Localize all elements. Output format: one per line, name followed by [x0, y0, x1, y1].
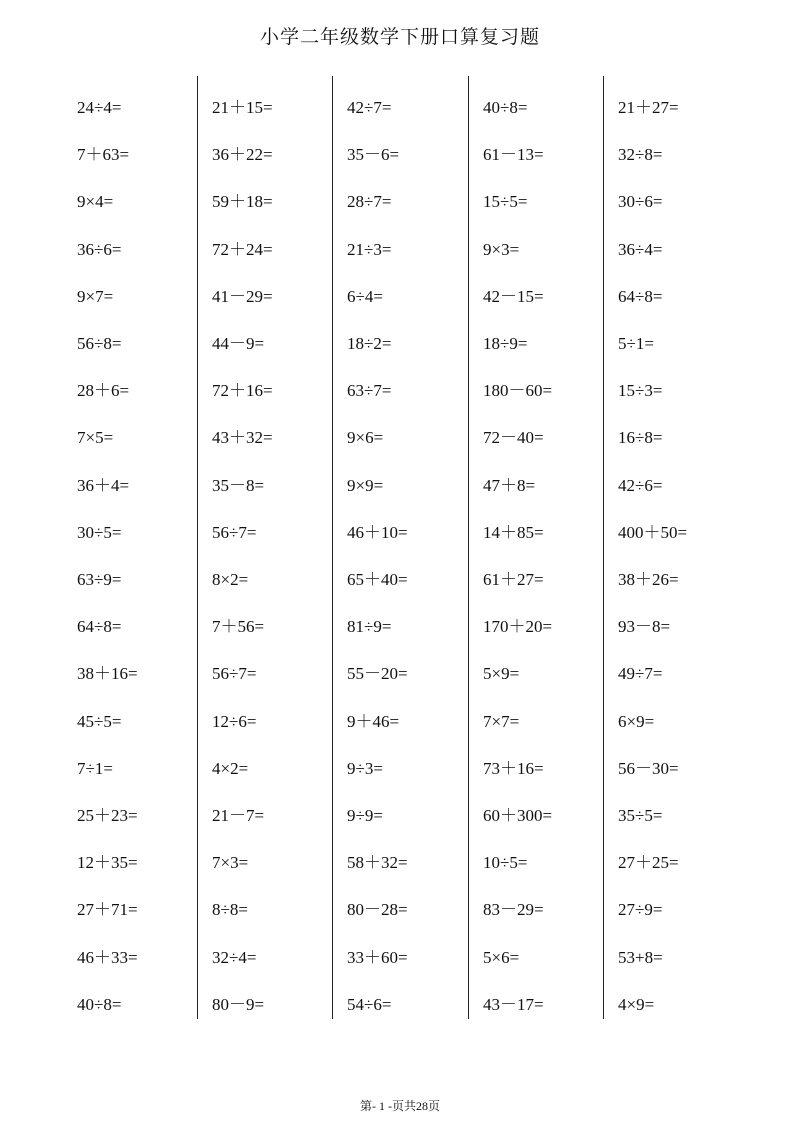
exercise-item: 41－29= [212, 286, 273, 306]
exercise-item: 30÷6= [618, 192, 663, 212]
exercise-item: 21－7= [212, 806, 265, 825]
exercise-item: 21＋15= [212, 98, 273, 117]
exercise-item: 9×9= [347, 475, 384, 495]
exercise-item: 24÷4= [77, 98, 122, 117]
exercise-item: 16÷8= [618, 428, 663, 448]
exercise-item: 9＋46= [347, 711, 400, 731]
exercise-item: 33＋60= [347, 947, 408, 967]
exercise-item: 27＋25= [618, 853, 679, 873]
exercise-item: 36÷6= [77, 239, 122, 259]
exercise-item: 56÷7= [212, 522, 257, 542]
page-footer: 第- 1 -页共28页 [360, 1099, 440, 1113]
exercise-item: 8÷8= [212, 900, 248, 920]
exercise-item: 53+8= [618, 947, 663, 967]
exercise-item: 55－20= [347, 664, 408, 684]
exercise-item: 80－9= [212, 994, 265, 1014]
exercise-item: 72＋24= [212, 239, 273, 259]
exercise-item: 36＋22= [212, 145, 273, 165]
exercise-item: 30÷5= [77, 522, 122, 542]
exercise-item: 38＋26= [618, 570, 679, 589]
exercise-item: 28÷7= [347, 192, 392, 212]
exercise-item: 42÷6= [618, 475, 663, 495]
exercise-item: 35－6= [347, 145, 400, 165]
exercise-item: 46＋10= [347, 522, 408, 542]
exercise-item: 36＋4= [77, 475, 130, 495]
exercise-item: 59＋18= [212, 192, 273, 212]
exercise-item: 15÷3= [618, 381, 663, 401]
exercise-item: 21÷3= [347, 239, 392, 259]
exercise-item: 400＋50= [618, 522, 688, 542]
exercise-item: 32÷8= [618, 145, 663, 165]
exercise-item: 21＋27= [618, 98, 679, 117]
exercise-item: 63÷9= [77, 570, 122, 589]
exercise-item: 63÷7= [347, 381, 392, 401]
exercise-item: 9×6= [347, 428, 384, 448]
exercise-item: 56－30= [618, 758, 679, 778]
exercise-item: 7＋63= [77, 145, 130, 165]
exercise-item: 93－8= [618, 617, 671, 637]
exercise-item: 25＋23= [77, 806, 138, 825]
exercise-item: 4×9= [618, 994, 655, 1014]
exercise-item: 42－15= [483, 286, 544, 306]
exercise-item: 170＋20= [483, 617, 553, 637]
exercise-item: 43－17= [483, 994, 544, 1014]
exercise-item: 7×3= [212, 853, 249, 873]
exercise-item: 72－40= [483, 428, 544, 448]
exercise-item: 40÷8= [483, 98, 528, 117]
exercise-item: 28＋6= [77, 381, 130, 401]
exercise-item: 83－29= [483, 900, 544, 920]
exercise-item: 40÷8= [77, 994, 122, 1014]
exercise-grid [62, 76, 738, 1019]
exercise-item: 61＋27= [483, 570, 544, 589]
exercise-item: 35－8= [212, 475, 265, 495]
exercise-item: 36÷4= [618, 239, 663, 259]
exercise-item: 46＋33= [77, 947, 138, 967]
exercise-item: 60＋300= [483, 806, 553, 825]
exercise-item: 32÷4= [212, 947, 257, 967]
exercise-item: 56÷8= [77, 334, 122, 353]
exercise-item: 27＋71= [77, 900, 138, 920]
exercise-item: 12＋35= [77, 853, 138, 873]
exercise-item: 72＋16= [212, 381, 273, 401]
exercise-item: 35÷5= [618, 806, 663, 825]
exercise-item: 14＋85= [483, 522, 544, 542]
exercise-item: 64÷8= [77, 617, 122, 637]
exercise-item: 9×3= [483, 239, 520, 259]
exercise-item: 18÷9= [483, 334, 528, 353]
exercise-item: 56÷7= [212, 664, 257, 684]
exercise-item: 58＋32= [347, 853, 408, 873]
exercise-item: 7×5= [77, 428, 114, 448]
exercise-column-2 [197, 76, 332, 1019]
exercise-item: 4×2= [212, 758, 249, 778]
exercise-item: 42÷7= [347, 98, 392, 117]
exercise-item: 12÷6= [212, 711, 257, 731]
exercise-item: 7＋56= [212, 617, 265, 637]
exercise-item: 15÷5= [483, 192, 528, 212]
exercise-item: 6×9= [618, 711, 655, 731]
page-title: 小学二年级数学下册口算复习题 [259, 26, 540, 48]
exercise-item: 7×7= [483, 711, 520, 731]
exercise-item: 38＋16= [77, 664, 138, 684]
exercise-item: 7÷1= [77, 758, 113, 778]
exercise-item: 5×6= [483, 947, 520, 967]
exercise-column-4 [468, 76, 603, 1019]
exercise-column-3 [332, 76, 467, 1019]
exercise-item: 9÷9= [347, 806, 383, 825]
exercise-item: 54÷6= [347, 994, 392, 1014]
exercise-item: 73＋16= [483, 758, 544, 778]
exercise-item: 45÷5= [77, 711, 122, 731]
exercise-item: 180－60= [483, 381, 553, 401]
exercise-column-5 [603, 76, 738, 1019]
exercise-item: 6÷4= [347, 286, 383, 306]
exercise-item: 10÷5= [483, 853, 528, 873]
exercise-item: 64÷8= [618, 286, 663, 306]
exercise-item: 49÷7= [618, 664, 663, 684]
exercise-item: 81÷9= [347, 617, 392, 637]
exercise-item: 9×4= [77, 192, 114, 212]
exercise-item: 43＋32= [212, 428, 273, 448]
exercise-item: 9÷3= [347, 758, 383, 778]
exercise-item: 5÷1= [618, 334, 654, 353]
exercise-item: 27÷9= [618, 900, 663, 920]
exercise-column-1 [62, 76, 197, 1019]
exercise-item: 18÷2= [347, 334, 392, 353]
exercise-item: 61－13= [483, 145, 544, 165]
exercise-item: 5×9= [483, 664, 520, 684]
exercise-item: 80－28= [347, 900, 408, 920]
exercise-item: 44－9= [212, 334, 265, 353]
exercise-item: 9×7= [77, 286, 114, 306]
exercise-item: 47＋8= [483, 475, 536, 495]
exercise-item: 8×2= [212, 570, 249, 589]
exercise-item: 65＋40= [347, 570, 408, 589]
